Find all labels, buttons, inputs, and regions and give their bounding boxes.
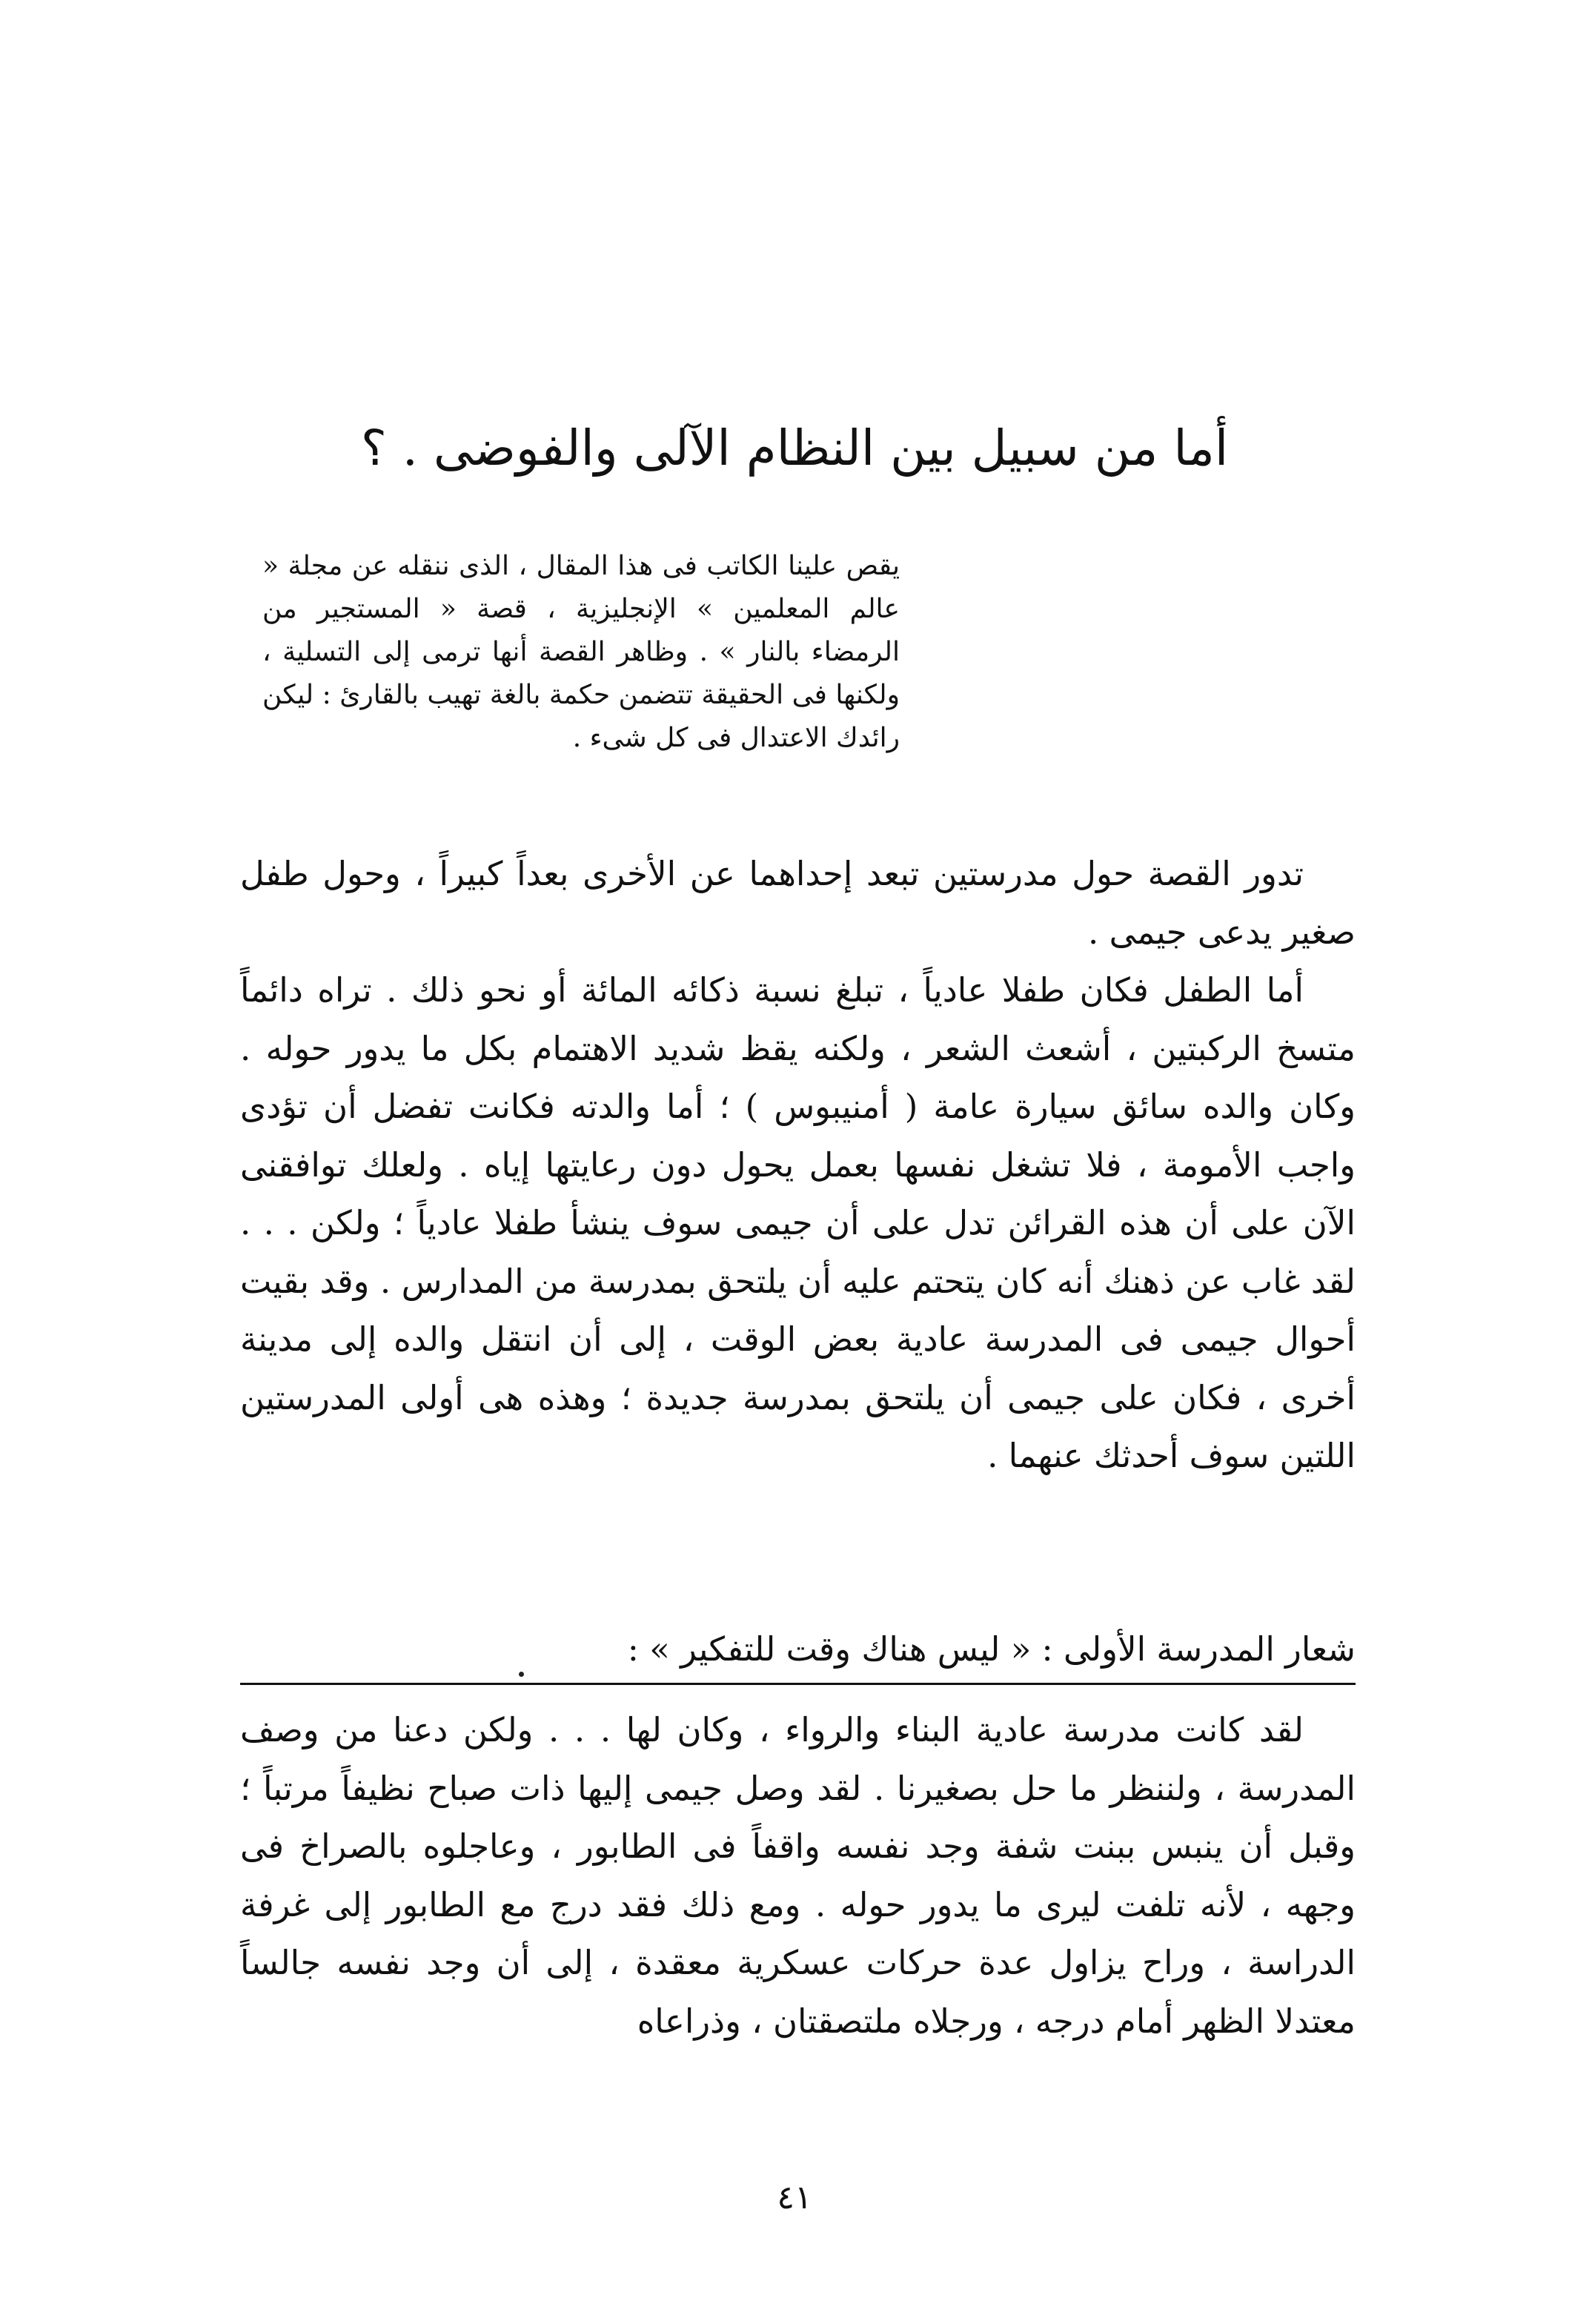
- ink-speck: [519, 1672, 524, 1677]
- body-paragraph: لقد كانت مدرسة عادية البناء والرواء ، وكان لها . . . ولكن دعنا من وصف المدرسة ، ولننظر ما حل بصغيرنا . لقد وصل جيمى إليها ذات صباح نظيفاً مرتباً ؛ وقبل أن ينبس ببنت شفة وجد نفسه واقفاً فى الطابور ، وعاجلوه بالصراخ فى وجهه ، لأنه تلفت ليرى ما يدور حوله . ومع ذلك فقد درج مع الطابور إلى غرفة الدراسة ، وراح يزاول عدة حركات عسكرية معقدة ، إلى أن وجد نفسه جالساً معتدلا الظهر أمام درجه ، ورجلاه ملتصقتان ، وذراعاه: [240, 1710, 1356, 2041]
- body-paragraph: أما الطفل فكان طفلا عادياً ، تبلغ نسبة ذكائه المائة أو نحو ذلك . تراه دائماً متسخ الركبتين ، أشعث الشعر ، ولكنه يقظ شديد الاهتمام بكل ما يدور حوله . وكان والده سائق سيارة عامة ( أمنيبوس ) ؛ أما والدته فكانت تفضل أن تؤدى واجب الأمومة ، فلا تشغل نفسها بعمل يحول دون رعايتها إياه . ولعلك توافقنى الآن على أن هذه القرائن تدل على أن جيمى سوف ينشأ طفلا عادياً ؛ ولكن . . . لقد غاب عن ذهنك أنه كان يتحتم عليه أن يلتحق بمدرسة من المدارس . وقد بقيت أحوال جيمى فى المدرسة عادية بعض الوقت ، إلى أن انتقل والده إلى مدينة أخرى ، فكان على جيمى أن يلتحق بمدرسة جديدة ؛ وهذه هى أولى المدرستين اللتين سوف أحدثك عنهما .: [240, 970, 1356, 1475]
- article-body: [240, 845, 1356, 1486]
- article-intro: يقص علينا الكاتب فى هذا المقال ، الذى ننقله عن مجلة « عالم المعلمين » الإنجليزية ، قصة « المستجير من الرمضاء بالنار » . وظاهر القصة أنها ترمى إلى التسلية ، ولكنها فى الحقيقة تتضمن حكمة بالغة تهيب بالقارئ : ليكن رائدك الاعتدال فى كل شىء .: [262, 551, 900, 753]
- article-title: أما من سبيل بين النظام الآلى والفوضى . ؟: [360, 420, 1229, 477]
- page-number: ٤١: [777, 2179, 812, 2217]
- section-heading: شعار المدرسة الأولى : « ليس هناك وقت للتفكير » :: [240, 1623, 1356, 1685]
- section-body: [240, 1701, 1356, 2050]
- body-paragraph: تدور القصة حول مدرستين تبعد إحداهما عن الأخرى بعداً كبيراً ، وحول طفل صغير يدعى جيمى .: [240, 854, 1356, 952]
